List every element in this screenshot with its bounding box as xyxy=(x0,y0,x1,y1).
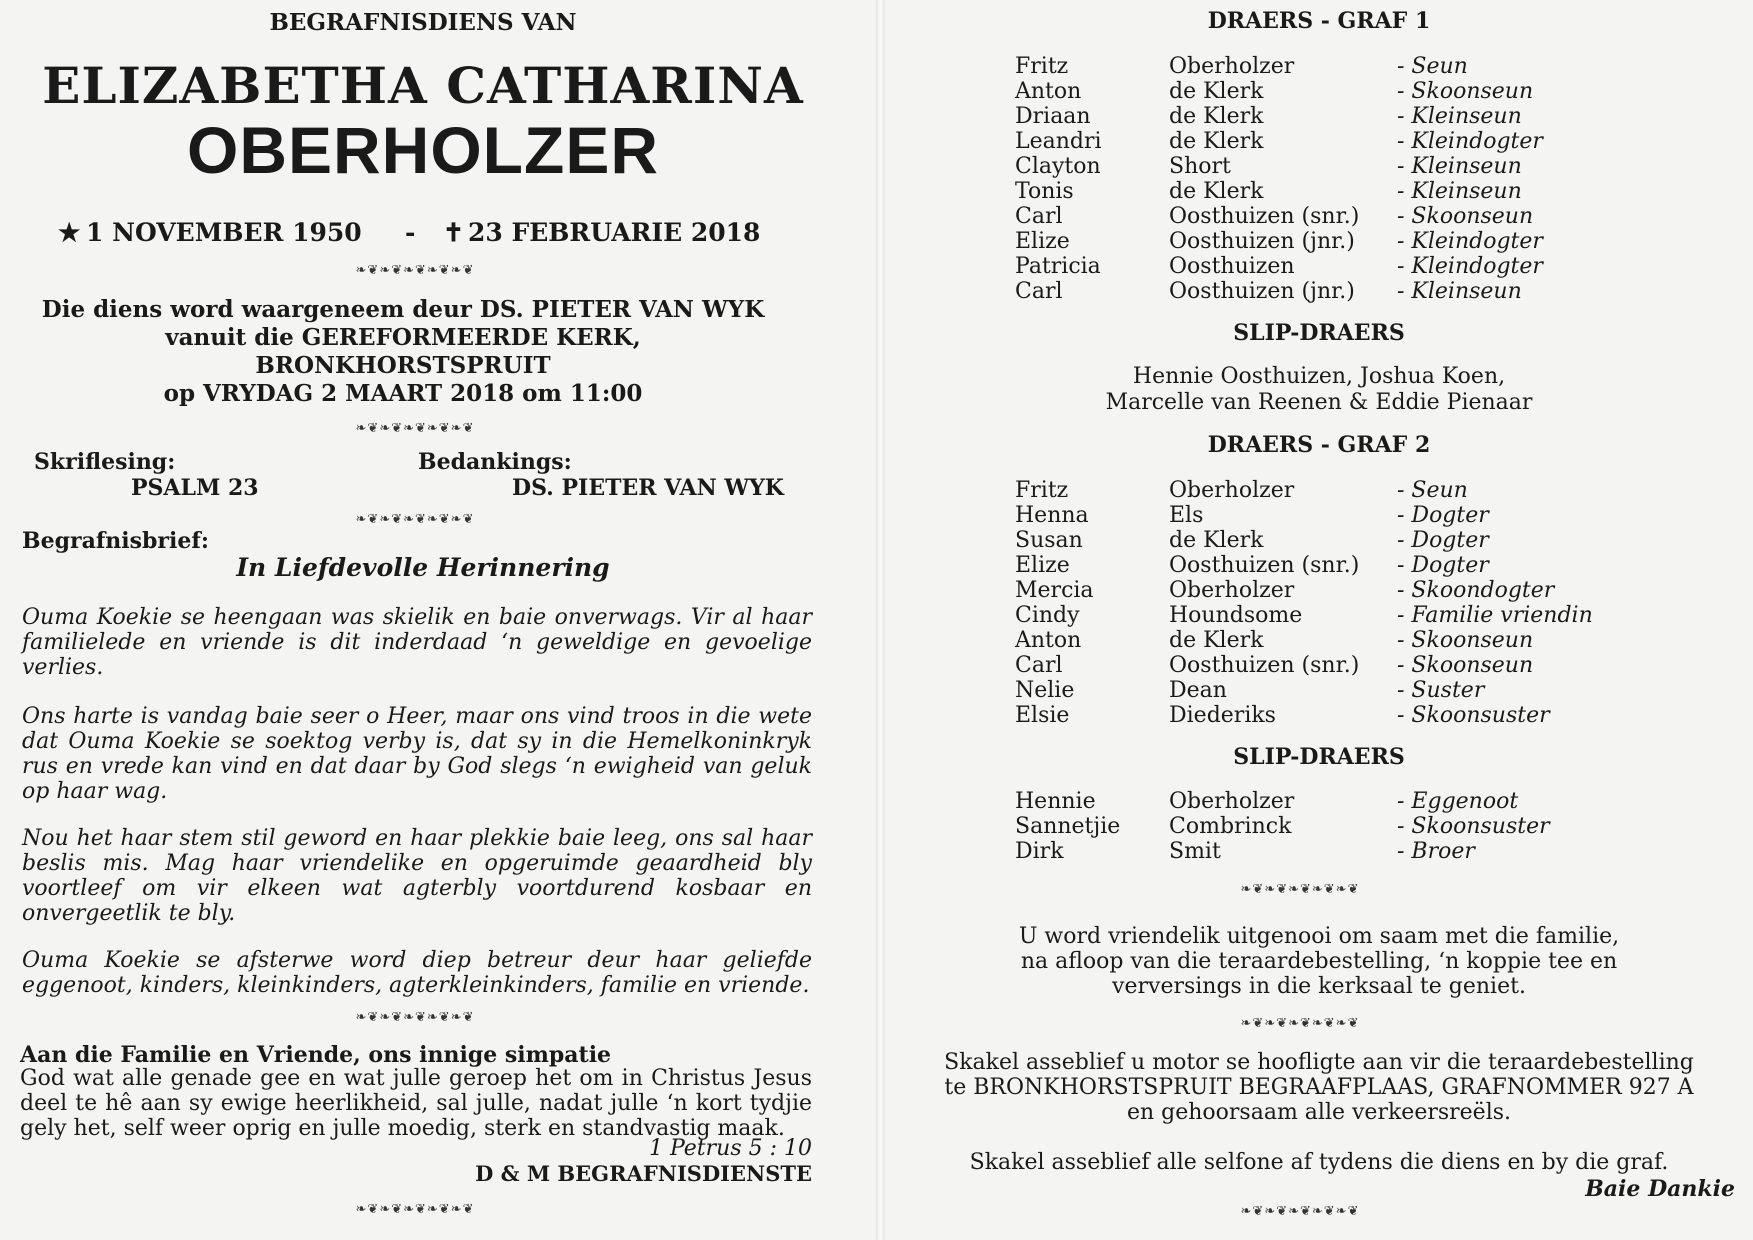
bearer-first-name: Anton xyxy=(1015,79,1082,104)
death-date: 23 FEBRUARIE 2018 xyxy=(468,218,761,247)
left-page xyxy=(0,0,876,1240)
bearer-surname: Short xyxy=(1169,154,1231,179)
bearer-row xyxy=(885,478,1753,503)
grave2-heading: DRAERS - GRAF 2 xyxy=(1207,432,1431,458)
ornament-divider: ❧❦❧❦❧❦❧❦❧❦ xyxy=(355,263,475,278)
bearer-first-name: Hennie xyxy=(1015,789,1096,814)
bearer-relation: - Kleinseun xyxy=(1397,104,1522,129)
slip1-line: Marcelle van Reenen & Eddie Pienaar xyxy=(1105,390,1533,415)
bearer-first-name: Sannetjie xyxy=(1015,814,1121,839)
bearer-row xyxy=(885,703,1753,728)
bearer-surname: Oberholzer xyxy=(1169,578,1295,603)
bearer-surname: Oosthuizen xyxy=(1169,254,1295,279)
bearer-surname: de Klerk xyxy=(1169,104,1264,129)
bearer-surname: de Klerk xyxy=(1169,179,1264,204)
headlights-line: en gehoorsaam alle verkeersreëls. xyxy=(1126,1100,1512,1125)
letter-paragraph: Ouma Koekie se heengaan was skielik en baie onverwags. Vir al haar familielede en vriende is dit inderdaad ‘n geweldige en gevoelige verlies. xyxy=(22,605,812,680)
bearer-surname: Combrinck xyxy=(1169,814,1292,839)
bearer-relation: - Kleindogter xyxy=(1397,229,1543,254)
headlights-line: Skakel asseblief u motor se hoofligte aan vir die teraardebestelling xyxy=(944,1050,1694,1075)
bearer-relation: - Skoonseun xyxy=(1397,204,1534,229)
headlights-line: te BRONKHORSTSPRUIT BEGRAAFPLAAS, GRAFNOMMER 927 A xyxy=(944,1075,1694,1100)
bearer-relation: - Skoonsuster xyxy=(1397,814,1550,839)
bearer-surname: Oosthuizen (jnr.) xyxy=(1169,279,1355,304)
ornament-divider: ❧❦❧❦❧❦❧❦❧❦ xyxy=(1240,882,1360,897)
bearer-relation: - Skoondogter xyxy=(1397,578,1555,603)
bearer-surname: Diederiks xyxy=(1169,703,1276,728)
bearer-first-name: Tonis xyxy=(1015,179,1074,204)
ornament-divider: ❧❦❧❦❧❦❧❦❧❦ xyxy=(355,421,475,436)
bearer-row xyxy=(885,54,1753,79)
right-page xyxy=(885,0,1753,1240)
bearer-relation: - Dogter xyxy=(1397,553,1489,578)
bearer-surname: de Klerk xyxy=(1169,628,1264,653)
bearer-relation: - Kleinseun xyxy=(1397,179,1522,204)
birth-date: 1 NOVEMBER 1950 xyxy=(86,218,362,247)
grave1-heading: DRAERS - GRAF 1 xyxy=(1207,8,1431,34)
bearer-surname: Smit xyxy=(1169,839,1221,864)
sympathy-text: God wat alle genade gee en wat julle geroep het om in Christus Jesus deel te hê aan sy ewige heerlikheid, sal julle, nadat julle ‘n kort tydjie gely het, self weer oprig en julle moedig, sterk en standvastig maak. xyxy=(20,1066,812,1141)
invitation xyxy=(885,924,1753,999)
undertaker: D & M BEGRAFNISDIENSTE xyxy=(475,1161,812,1186)
invitation-line: U word vriendelik uitgenooi om saam met die familie, xyxy=(1018,924,1620,949)
bearer-surname: de Klerk xyxy=(1169,528,1264,553)
bearer-first-name: Henna xyxy=(1015,503,1089,528)
bearer-relation: - Kleindogter xyxy=(1397,254,1543,279)
bearer-relation: - Dogter xyxy=(1397,503,1489,528)
bearer-surname: Houndsome xyxy=(1169,603,1303,628)
bearer-row xyxy=(885,789,1753,814)
bearer-surname: de Klerk xyxy=(1169,79,1264,104)
bearer-relation: - Dogter xyxy=(1397,528,1489,553)
bearer-surname: Oberholzer xyxy=(1169,478,1295,503)
bearer-row xyxy=(885,678,1753,703)
bearer-relation: - Skoonsuster xyxy=(1397,703,1550,728)
service-details xyxy=(0,296,806,408)
service-line: op VRYDAG 2 MAART 2018 om 11:00 xyxy=(163,380,643,407)
bearer-first-name: Carl xyxy=(1015,279,1063,304)
bearer-surname: Oberholzer xyxy=(1169,789,1295,814)
bearer-surname: Oosthuizen (snr.) xyxy=(1169,553,1360,578)
bearer-row xyxy=(885,839,1753,864)
bearer-row xyxy=(885,254,1753,279)
ornament-divider: ❧❦❧❦❧❦❧❦❧❦ xyxy=(355,1010,475,1025)
slip2-heading: SLIP-DRAERS xyxy=(1233,744,1405,770)
bearer-row xyxy=(885,528,1753,553)
death-cross-icon: ✝ xyxy=(443,218,464,247)
birth-star-icon: ★ xyxy=(58,218,81,247)
bearer-surname: Els xyxy=(1169,503,1204,528)
bearer-row xyxy=(885,553,1753,578)
bearer-relation: - Kleinseun xyxy=(1397,279,1522,304)
thanks-label: Bedankings: xyxy=(418,449,572,475)
bearer-relation: - Familie vriendin xyxy=(1397,603,1593,628)
bearer-first-name: Dirk xyxy=(1015,839,1064,864)
letter-paragraph: Ons harte is vandag baie seer o Heer, maar ons vind troos in die wete dat Ouma Koekie se soektog verby is, dat sy in die Hemelkoninkryk rus en vrede kan vind en dat daar by God slegs ‘n ewigheid van geluk op haar wag. xyxy=(22,704,812,804)
bearer-first-name: Cindy xyxy=(1015,603,1080,628)
service-header: BEGRAFNISDIENS VAN xyxy=(269,9,577,36)
slip1-names xyxy=(885,364,1753,416)
bearer-first-name: Elize xyxy=(1015,229,1070,254)
bearer-surname: Oberholzer xyxy=(1169,54,1295,79)
bearer-row xyxy=(885,653,1753,678)
bearer-row xyxy=(885,578,1753,603)
bearer-relation: - Broer xyxy=(1397,839,1475,864)
letter-title: In Liefdevolle Herinnering xyxy=(236,553,610,582)
bearer-first-name: Carl xyxy=(1015,204,1063,229)
bearer-first-name: Anton xyxy=(1015,628,1082,653)
ornament-divider: ❧❦❧❦❧❦❧❦❧❦ xyxy=(1240,1204,1360,1219)
page-fold xyxy=(876,0,885,1240)
bearer-surname: de Klerk xyxy=(1169,129,1264,154)
bearer-first-name: Clayton xyxy=(1015,154,1101,179)
slip1-heading: SLIP-DRAERS xyxy=(1233,320,1405,346)
bearer-first-name: Elize xyxy=(1015,553,1070,578)
bearer-first-name: Driaan xyxy=(1015,104,1091,129)
bearer-first-name: Elsie xyxy=(1015,703,1070,728)
service-line: Die diens word waargeneem deur DS. PIETER VAN WYK xyxy=(41,296,765,323)
bearer-row xyxy=(885,814,1753,839)
thanks-value: DS. PIETER VAN WYK xyxy=(512,475,784,501)
deceased-surname: OBERHOLZER xyxy=(187,113,659,187)
cellphone-notice: Skakel asseblief alle selfone af tydens die diens en by die graf. xyxy=(969,1150,1669,1175)
bearer-row xyxy=(885,129,1753,154)
reading-label: Skriflesing: xyxy=(34,449,176,475)
invitation-line: na afloop van die teraardebestelling, ‘n koppie tee en xyxy=(1020,949,1618,974)
slip1-line: Hennie Oosthuizen, Joshua Koen, xyxy=(1132,364,1506,389)
bearer-relation: - Kleinseun xyxy=(1397,154,1522,179)
bearer-relation: - Seun xyxy=(1397,54,1468,79)
ornament-divider: ❧❦❧❦❧❦❧❦❧❦ xyxy=(355,512,475,527)
bearer-surname: Oosthuizen (snr.) xyxy=(1169,204,1360,229)
letter-paragraph: Ouma Koekie se afsterwe word diep betreur deur haar geliefde eggenoot, kinders, kleinkinders, agterkleinkinders, familie en vriende. xyxy=(22,948,812,998)
bearer-relation: - Skoonseun xyxy=(1397,628,1534,653)
bearer-first-name: Leandri xyxy=(1015,129,1102,154)
closing-thanks: Baie Dankie xyxy=(1585,1176,1735,1202)
bearer-first-name: Mercia xyxy=(1015,578,1094,603)
bearer-surname: Oosthuizen (jnr.) xyxy=(1169,229,1355,254)
bearer-row xyxy=(885,279,1753,304)
bearer-relation: - Eggenoot xyxy=(1397,789,1519,814)
bearer-first-name: Patricia xyxy=(1015,254,1101,279)
bearer-first-name: Carl xyxy=(1015,653,1063,678)
letter-label: Begrafnisbrief: xyxy=(22,528,209,554)
bearer-first-name: Fritz xyxy=(1015,54,1069,79)
ornament-divider: ❧❦❧❦❧❦❧❦❧❦ xyxy=(1240,1016,1360,1031)
bearer-first-name: Fritz xyxy=(1015,478,1069,503)
bearer-row xyxy=(885,229,1753,254)
bearer-row xyxy=(885,628,1753,653)
bearer-first-name: Susan xyxy=(1015,528,1083,553)
bearer-relation: - Skoonseun xyxy=(1397,79,1534,104)
ornament-divider: ❧❦❧❦❧❦❧❦❧❦ xyxy=(355,1202,475,1217)
bearer-row xyxy=(885,79,1753,104)
verse-reference: 1 Petrus 5 : 10 xyxy=(648,1136,812,1161)
invitation-line: verversings in die kerksaal te geniet. xyxy=(1112,974,1526,999)
bearer-relation: - Seun xyxy=(1397,478,1468,503)
bearer-relation: - Skoonseun xyxy=(1397,653,1534,678)
bearer-row xyxy=(885,204,1753,229)
bearer-relation: - Suster xyxy=(1397,678,1485,703)
bearer-surname: Oosthuizen (snr.) xyxy=(1169,653,1360,678)
bearer-row xyxy=(885,603,1753,628)
reading-value: PSALM 23 xyxy=(131,475,259,501)
date-dash: - xyxy=(405,218,416,247)
bearer-row xyxy=(885,154,1753,179)
headlights-notice xyxy=(885,1050,1753,1125)
bearer-first-name: Nelie xyxy=(1015,678,1075,703)
bearer-row xyxy=(885,104,1753,129)
bearer-relation: - Kleindogter xyxy=(1397,129,1543,154)
letter-paragraph: Nou het haar stem stil geword en haar plekkie baie leeg, ons sal haar beslis mis. Mag haar vriendelike en opgeruimde geaardheid bly voortleef om vir elkeen wat agterbly voortdurend kosbaar en onvergeetlik te bly. xyxy=(22,826,812,926)
deceased-first-names: ELIZABETHA CATHARINA xyxy=(42,56,804,115)
sympathy-heading: Aan die Familie en Vriende, ons innige simpatie xyxy=(20,1042,612,1068)
bearer-row xyxy=(885,503,1753,528)
bearer-row xyxy=(885,179,1753,204)
bearer-surname: Dean xyxy=(1169,678,1227,703)
service-line: BRONKHORSTSPRUIT xyxy=(255,352,551,379)
service-line: vanuit die GEREFORMEERDE KERK, xyxy=(165,324,641,351)
